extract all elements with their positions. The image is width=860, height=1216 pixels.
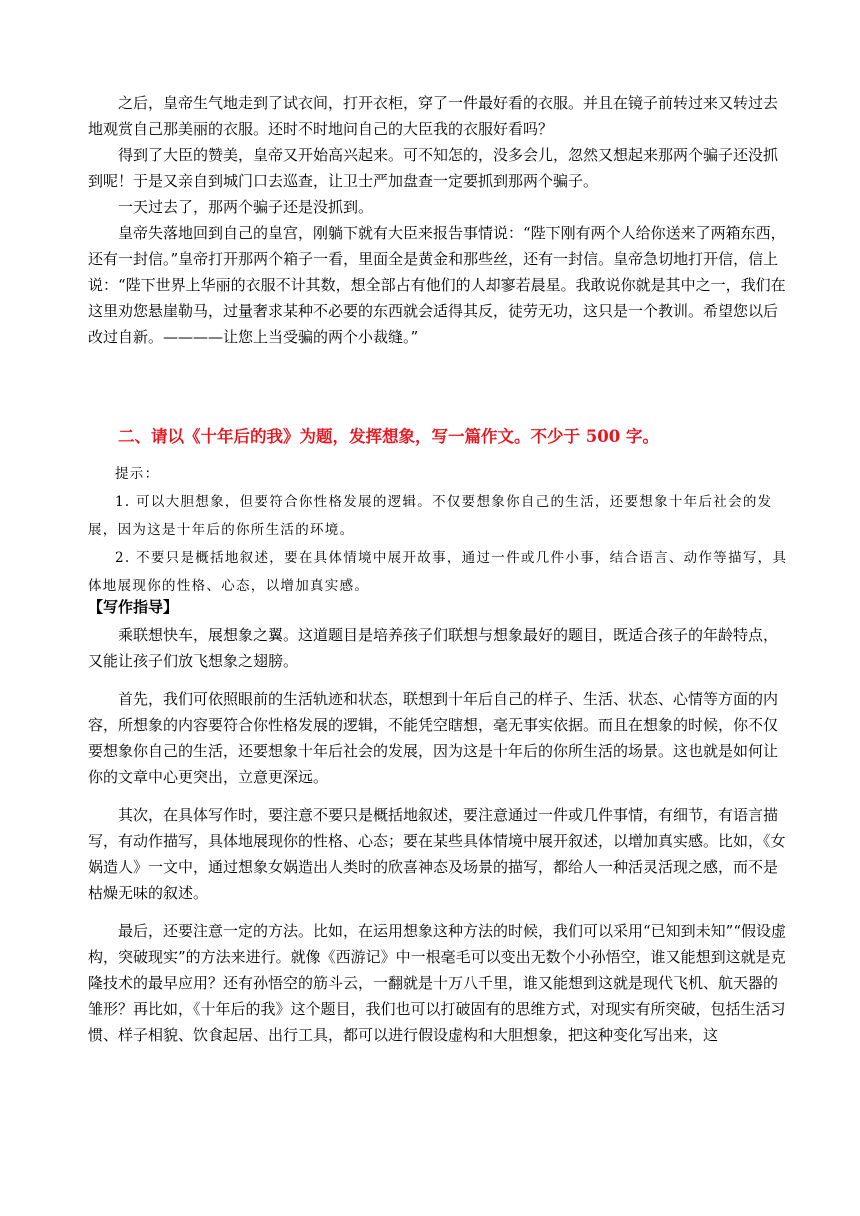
guide-paragraph: 乘联想快车，展想象之翼。这道题目是培养孩子们联想与想象最好的题目，既适合孩子的年龄特点，又能让孩子们放飞想象之翅膀。 <box>88 626 779 670</box>
hints-label: 提示： <box>115 466 160 482</box>
guide-paragraph: 最后，还要注意一定的方法。比如，在运用想象这种方法的时候，我们可以采用“已知到未知”“假设虚构，突破现实”的方法来进行。就像《西游记》中一根毫毛可以变出无数个小孙悟空，谁又能想到这就是克隆技术的最早应用？还有孙悟空的筋斗云，一翻就是十万八千里，谁又能想到这就是现代飞机、航天器的雏形？再比如，《十年后的我》这个题目，我们也可以打破固有的思维方式，对现实有所突破，包括生活习惯、样子相貌、饮食起居、出行工具，都可以进行假设虚构和大胆想象，把这种变化写出来，这 <box>88 922 787 1044</box>
guide-paragraph: 其次，在具体写作时，要注意不要只是概括地叙述，要注意通过一件或几件事情，有细节，有语言描写，有动作描写，具体地展现你的性格、心态；要在某些具体情境中展开叙述，以增加真实感。比如，《女娲造人》一文中，通过想象女娲造出人类时的欣喜神态及场景的描写，都给人一种活灵活现之感，而不是枯燥无味的叙述。 <box>88 806 786 902</box>
story-paragraph: 皇帝失落地回到自己的皇宫，刚躺下就有大臣来报告事情说：“陛下刚有两个人给你送来了两箱东西，还有一封信。”皇帝打开那两个箱子一看，里面全是黄金和那些丝，还有一封信。皇帝急切地打开信，信上说：“陛下世界上华丽的衣服不计其数，想全部占有他们的人却寥若晨星。我敢说你就是其中之一，我们在这里劝您悬崖勒马，过量奢求某种不必要的东西就会适得其反，徒劳无功，这只是一个教训。希望您以后改过自新。————让您上当受骗的两个小裁缝。” <box>88 224 786 346</box>
guide-paragraph: 首先，我们可依照眼前的生活轨迹和状态，联想到十年后自己的样子、生活、状态、心情等方面的内容，所想象的内容要符合你性格发展的逻辑，不能凭空瞎想，毫无事实依据。而且在想象的时候，你不仅要想象你自己的生活，还要想象十年后社会的发展，因为这是十年后的你所生活的场景。这也就是如何让你的文章中心更突出，立意更深远。 <box>88 690 779 786</box>
writing-guide-section <box>88 622 788 1060</box>
hints-section <box>88 460 788 600</box>
story-paragraph: 得到了大臣的赞美，皇帝又开始高兴起来。可不知怎的，没多会儿，忽然又想起来那两个骗子还没抓到呢！于是又亲自到城门口去巡查，让卫士严加盘查一定要抓到那两个骗子。 <box>88 146 779 190</box>
essay-task-heading: 二、请以《十年后的我》为题，发挥想象，写一篇作文。不少于 500 字。 <box>118 427 659 446</box>
story-section <box>88 90 788 350</box>
writing-guide-title: 【写作指导】 <box>88 598 179 616</box>
story-paragraph: 一天过去了，那两个骗子还是没抓到。 <box>118 198 374 216</box>
story-paragraph: 之后，皇帝生气地走到了试衣间，打开衣柜，穿了一件最好看的衣服。并且在镜子前转过来又转过去地观赏自己那美丽的衣服。还时不时地问自己的大臣我的衣服好看吗？ <box>88 94 779 138</box>
hint-item: 2. 不要只是概括地叙述，要在具体情境中展开故事，通过一件或几件小事，结合语言、动作等描写，具体地展现你的性格、心态，以增加真实感。 <box>88 550 788 594</box>
hint-item: 1. 可以大胆想象，但要符合你性格发展的逻辑。不仅要想象你自己的生活，还要想象十年后社会的发展，因为这是十年后的你所生活的环境。 <box>88 494 773 538</box>
